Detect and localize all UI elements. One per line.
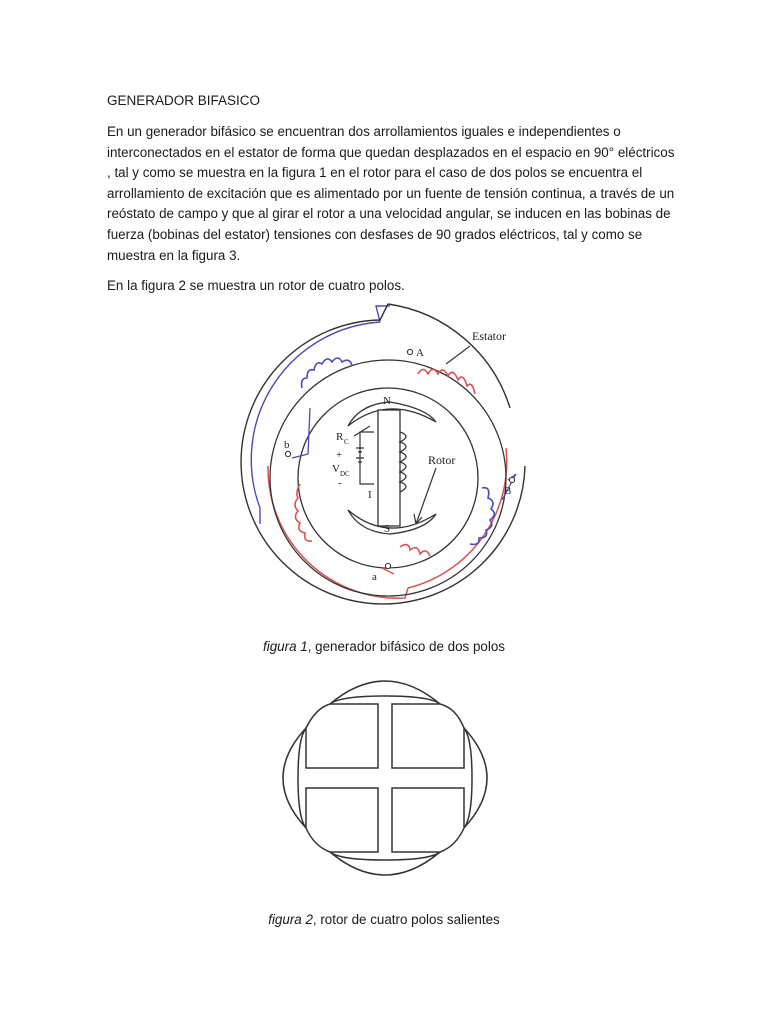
figure-2-caption-text: , rotor de cuatro polos salientes	[312, 912, 500, 927]
figure-1-caption	[0, 639, 768, 654]
rotor-pole-left	[283, 728, 306, 828]
label-rc: R	[336, 431, 344, 443]
label-estator: Estator	[472, 329, 506, 343]
label-current: I	[368, 489, 372, 501]
rotor-pole-right	[464, 728, 487, 828]
figure-2-caption	[0, 912, 768, 927]
figure2-intro-paragraph: En la figura 2 se muestra un rotor de cuatro polos.	[107, 278, 405, 293]
rotor-quadrant-bottom-right	[392, 788, 464, 852]
rotor-field-coil	[400, 432, 406, 492]
figure-1-caption-label: figura 1	[263, 639, 308, 654]
coil-a-lower-right	[400, 545, 430, 556]
estator-pointer-arrow	[446, 346, 470, 364]
coil-b-left	[302, 358, 352, 388]
terminal-a-upper	[407, 349, 412, 354]
intro-paragraph: En un generador bifásico se encuentran dos arrollamientos iguales e independientes o interconectados en el estator de forma que quedan desplazados en el espacio en 90° eléctricos , tal y como se muestra en la figura 1 en el rotor para el caso de dos polos se encuentra el arrollamiento de excitación que es alimentado por un fuente de tensión continua, a través de un reóstato de campo y que al girar el rotor a una velocidad angular, se inducen en las bobinas de fuerza (bobinas del estator) tensiones con desfases de 90 grados eléctricos, tal y como se muestra en la figura 3.	[107, 124, 675, 263]
label-vdc: V	[332, 463, 340, 475]
rotor-quadrant-top-right	[392, 704, 464, 768]
label-a-upper: A	[416, 347, 424, 359]
rotor-body	[378, 410, 400, 526]
rotor-pole-bottom	[330, 852, 440, 875]
coil-a-bottom	[295, 484, 312, 541]
excitation-circuit	[354, 426, 374, 484]
label-minus: -	[338, 477, 342, 489]
label-rotor: Rotor	[428, 453, 456, 467]
figure-2-rotor-diagram	[270, 668, 500, 888]
terminal-b-upper	[509, 477, 514, 482]
terminal-b-lower	[285, 451, 290, 456]
outer-frame-right	[388, 304, 510, 408]
figure-2-caption-label: figura 2	[268, 912, 313, 927]
figure-1-caption-text: , generador bifásico de dos polos	[307, 639, 505, 654]
page-title: GENERADOR BIFASICO	[107, 93, 261, 108]
lead-b-lower	[292, 408, 310, 458]
rotor-pole-top	[330, 681, 440, 704]
rotor-quadrant-top-left	[306, 704, 378, 768]
label-vdc-sub: DC	[340, 470, 350, 478]
label-rc-sub: C	[344, 438, 349, 446]
figure-1-generator-diagram	[240, 298, 530, 636]
label-north: N	[383, 395, 391, 407]
label-a-lower: a	[372, 571, 377, 583]
label-b-upper: B	[504, 485, 512, 497]
rotor-quadrant-bottom-left	[306, 788, 378, 852]
terminal-a-lower	[385, 563, 390, 568]
label-b-lower: b	[284, 439, 290, 451]
label-south: S	[384, 523, 391, 535]
label-plus: +	[336, 449, 343, 461]
